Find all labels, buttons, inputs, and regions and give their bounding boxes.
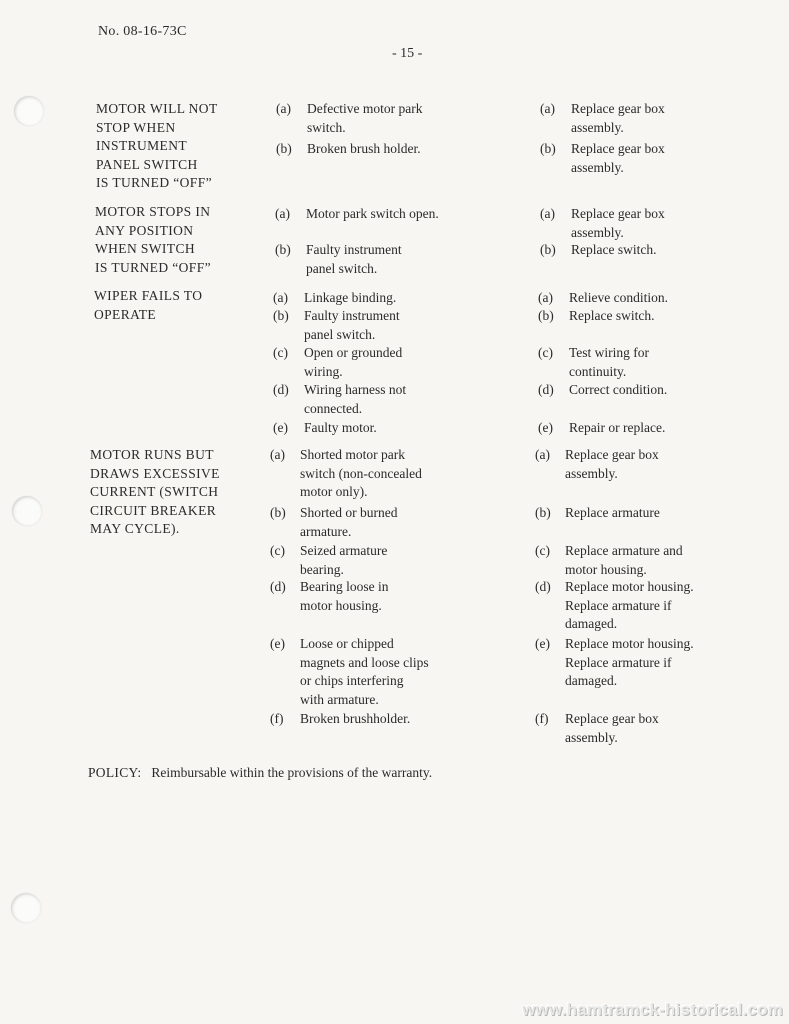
binder-hole	[14, 96, 44, 126]
item-letter: (c)	[273, 345, 288, 360]
cause-line: Defective motor park	[307, 101, 423, 116]
correction-line: Relieve condition.	[569, 290, 668, 305]
correction-line: Correct condition.	[569, 382, 668, 397]
cause-line: Loose or chipped	[300, 636, 394, 651]
correction-line: Replace armature if	[565, 654, 672, 670]
correction-line: damaged.	[565, 616, 618, 631]
condition-line: CIRCUIT BREAKER	[90, 502, 217, 518]
item-letter: (f)	[535, 711, 549, 726]
condition-line: CURRENT (SWITCH	[90, 484, 219, 499]
correction-line: Replace gear box	[571, 206, 665, 221]
condition-cell	[96, 100, 218, 193]
cause-line: switch (non-concealed	[300, 465, 422, 481]
correction-line: Replace gear box	[565, 711, 659, 726]
binder-hole	[12, 496, 42, 526]
cause-line: panel switch.	[306, 260, 378, 276]
item-letter: (a)	[270, 447, 285, 462]
correction-line: Replace gear box	[571, 101, 665, 116]
cause-line: switch.	[307, 119, 346, 135]
correction-line: damaged.	[565, 673, 618, 688]
item-letter: (a)	[535, 447, 550, 462]
correction-line: Replace switch.	[571, 242, 657, 257]
cause-line: motor housing.	[300, 597, 382, 613]
binder-hole	[11, 893, 41, 923]
item-letter: (a)	[538, 290, 553, 305]
correction-line: motor housing.	[565, 561, 647, 577]
condition-cell	[90, 446, 220, 539]
cause-line: connected.	[304, 400, 363, 416]
cause-line: with armature.	[300, 691, 379, 707]
cause-line: Wiring harness not	[304, 382, 407, 397]
item-letter: (d)	[273, 382, 289, 397]
item-letter: (a)	[275, 206, 290, 221]
cause-line: Motor park switch open.	[306, 206, 439, 221]
condition-line: MOTOR WILL NOT	[96, 101, 218, 116]
condition-line: WIPER FAILS TO	[94, 288, 203, 303]
item-letter: (e)	[538, 420, 553, 435]
condition-line: MOTOR RUNS BUT	[90, 447, 214, 462]
cause-line: Shorted or burned	[300, 505, 398, 520]
cause-line: Faulty instrument	[306, 242, 402, 257]
item-letter: (b)	[538, 308, 554, 323]
item-letter: (e)	[273, 420, 288, 435]
item-letter: (e)	[270, 636, 285, 651]
item-letter: (b)	[540, 141, 556, 156]
cause-line: bearing.	[300, 561, 344, 577]
correction-line: Replace armature and	[565, 543, 683, 558]
item-letter: (a)	[276, 101, 291, 116]
correction-line: assembly.	[565, 729, 618, 745]
correction-line: assembly.	[571, 224, 624, 240]
cause-line: or chips interfering	[300, 673, 404, 688]
correction-line: Repair or replace.	[569, 420, 666, 435]
condition-line: MOTOR STOPS IN	[95, 204, 211, 219]
condition-cell	[95, 203, 211, 277]
cause-line: Broken brush holder.	[307, 141, 421, 156]
correction-line: Replace armature if	[565, 597, 672, 613]
condition-line: STOP WHEN	[96, 119, 176, 135]
item-letter: (d)	[270, 579, 286, 594]
condition-line: ANY POSITION	[95, 222, 194, 238]
cause-line: motor only).	[300, 484, 368, 499]
item-letter: (b)	[276, 141, 292, 156]
cause-line: Faulty motor.	[304, 420, 377, 435]
cause-line: Seized armature	[300, 543, 388, 558]
document-number: No. 08-16-73C	[98, 24, 187, 39]
correction-line: Replace motor housing.	[565, 579, 694, 594]
cause-line: Shorted motor park	[300, 447, 405, 462]
page-number: - 15 -	[392, 46, 423, 61]
item-letter: (f)	[270, 711, 284, 726]
condition-line: MAY CYCLE).	[90, 521, 180, 536]
condition-line: PANEL SWITCH	[96, 156, 198, 172]
correction-line: Test wiring for	[569, 345, 650, 360]
watermark: www.hamtramck-historical.com	[522, 1000, 783, 1019]
condition-line: WHEN SWITCH	[95, 241, 196, 256]
cause-line: armature.	[300, 523, 352, 539]
correction-line: continuity.	[569, 363, 627, 379]
policy-note	[88, 765, 432, 781]
item-letter: (b)	[540, 242, 556, 257]
condition-line: IS TURNED “OFF”	[96, 175, 213, 190]
correction-line: assembly.	[565, 465, 618, 481]
item-letter: (c)	[270, 543, 285, 558]
item-letter: (b)	[273, 308, 289, 323]
condition-line: INSTRUMENT	[96, 138, 187, 153]
condition-line: IS TURNED “OFF”	[95, 259, 212, 275]
item-letter: (c)	[538, 345, 553, 360]
correction-line: assembly.	[571, 119, 624, 135]
cause-line: wiring.	[304, 363, 343, 379]
correction-line: Replace motor housing.	[565, 636, 694, 651]
item-letter: (a)	[540, 206, 555, 221]
condition-line: OPERATE	[94, 306, 157, 322]
item-letter: (d)	[538, 382, 554, 397]
item-letter: (a)	[273, 290, 288, 305]
cause-line: panel switch.	[304, 326, 376, 342]
item-letter: (d)	[535, 579, 551, 594]
correction-line: Replace gear box	[571, 141, 665, 156]
correction-line: Replace gear box	[565, 447, 659, 462]
cause-line: Linkage binding.	[304, 290, 397, 305]
cause-line: Bearing loose in	[300, 579, 389, 594]
correction-line: assembly.	[571, 159, 624, 175]
condition-line: DRAWS EXCESSIVE	[90, 465, 220, 481]
cause-line: magnets and loose clips	[300, 654, 429, 670]
item-letter: (a)	[540, 101, 555, 116]
policy-label: POLICY:	[88, 765, 142, 780]
item-letter: (b)	[275, 242, 291, 257]
item-letter: (c)	[535, 543, 550, 558]
cause-line: Open or grounded	[304, 345, 403, 360]
item-letter: (b)	[270, 505, 286, 520]
policy-text: Reimbursable within the provisions of the warranty.	[151, 765, 433, 780]
condition-cell	[94, 287, 202, 324]
cause-line: Broken brushholder.	[300, 711, 411, 726]
correction-line: Replace armature	[565, 505, 660, 520]
item-letter: (b)	[535, 505, 551, 520]
item-letter: (e)	[535, 636, 550, 651]
correction-line: Replace switch.	[569, 308, 655, 323]
cause-line: Faulty instrument	[304, 308, 400, 323]
